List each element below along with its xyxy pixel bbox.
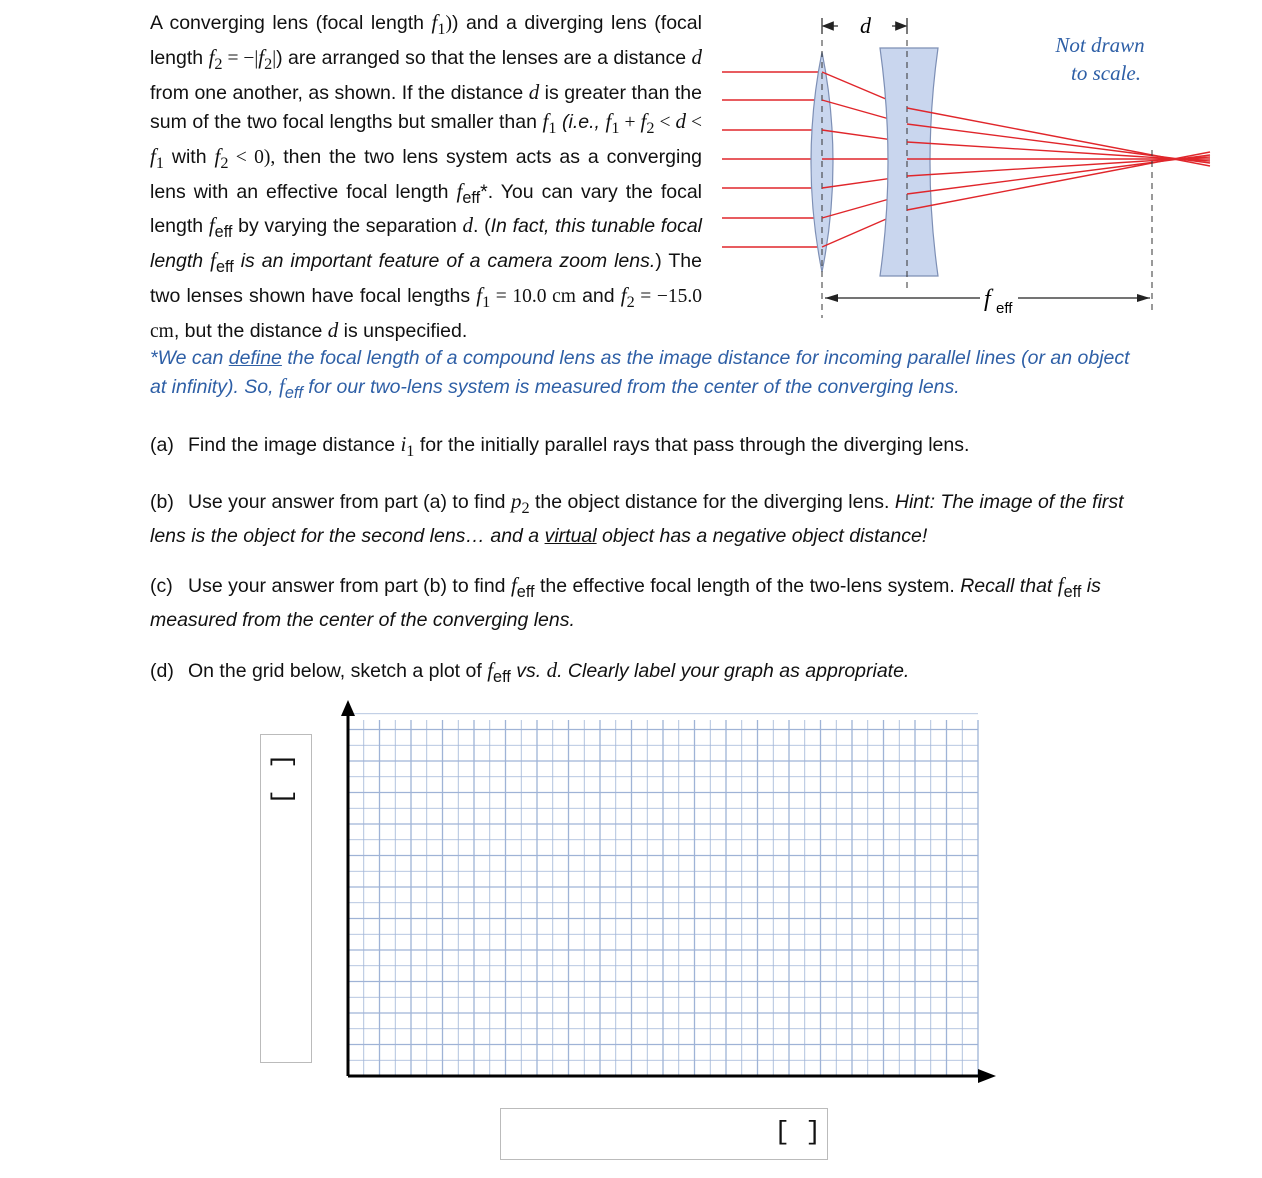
incoming-rays [722,72,822,247]
question-b: (b) Use your answer from part (a) to find $p_2$ the object distance for the diverging lens. Hint: The image of the first lens is the object for the second lens… and a virtual object has a negative object distance! [150,489,1124,547]
problem-intro: A converging lens (focal length $f_1$)) and a diverging lens (focal length $f_2 = -|f_2|$) are arranged so that the lenses are a distance d from one another, as shown. If the distance d is greater than the sum of the two focal lengths but smaller than $f_1$ (i.e., $f_1 + f_2 < d < f_1$ with $f_2 < 0$), then the two lens system acts as a converging lens with an effective focal length $f_{eff}*$. You can vary the focal length $f_{eff}$ by varying the separation d. (In fact, this tunable focal length $f_{eff}$ is an important feature of a camera zoom lens.) The two lenses shown have focal lengths $f_1 = 10.0$ cm and $f_2 = -15.0$ cm, but the distance d is unspecified. [150,10,703,343]
y-bracket-open: [ [267,753,298,769]
to-scale-text: to scale. [1071,61,1141,85]
y-axis-arrow [341,700,355,716]
not-drawn-text: Not drawn [1055,33,1145,57]
diverging-lens [880,48,938,276]
question-d: (d) On the grid below, sketch a plot of $f_{eff}$ vs. d. Clearly label your graph as appropriate. [150,658,910,686]
x-bracket: [ ] [774,1117,821,1147]
lens-diagram [700,0,1240,330]
y-bracket-close: ] [267,789,298,805]
grid-lines [348,714,978,1076]
x-axis-label-box[interactable] [500,1108,828,1160]
answer-grid[interactable] [0,690,1262,1100]
y-axis-label-box[interactable] [260,734,312,1063]
x-axis-arrow [978,1069,996,1083]
question-a: (a) Find the image distance $i_1$ for the initially parallel rays that pass through the diverging lens. [150,432,970,460]
d-label: d [860,13,871,38]
footnote: *We can define the focal length of a compound lens as the image distance for incoming parallel lines (or an object at infinity). So, $f_{eff}$ for our two-lens system is measured from the center of the converging lens. [150,347,1130,402]
feff-sub: eff [996,300,1013,317]
question-c: (c) Use your answer from part (b) to find $f_{eff}$ the effective focal length of the two-lens system. Recall that $f_{eff}$ is measured from the center of the converging lens. [150,573,1101,631]
feff-label: f [984,286,991,312]
